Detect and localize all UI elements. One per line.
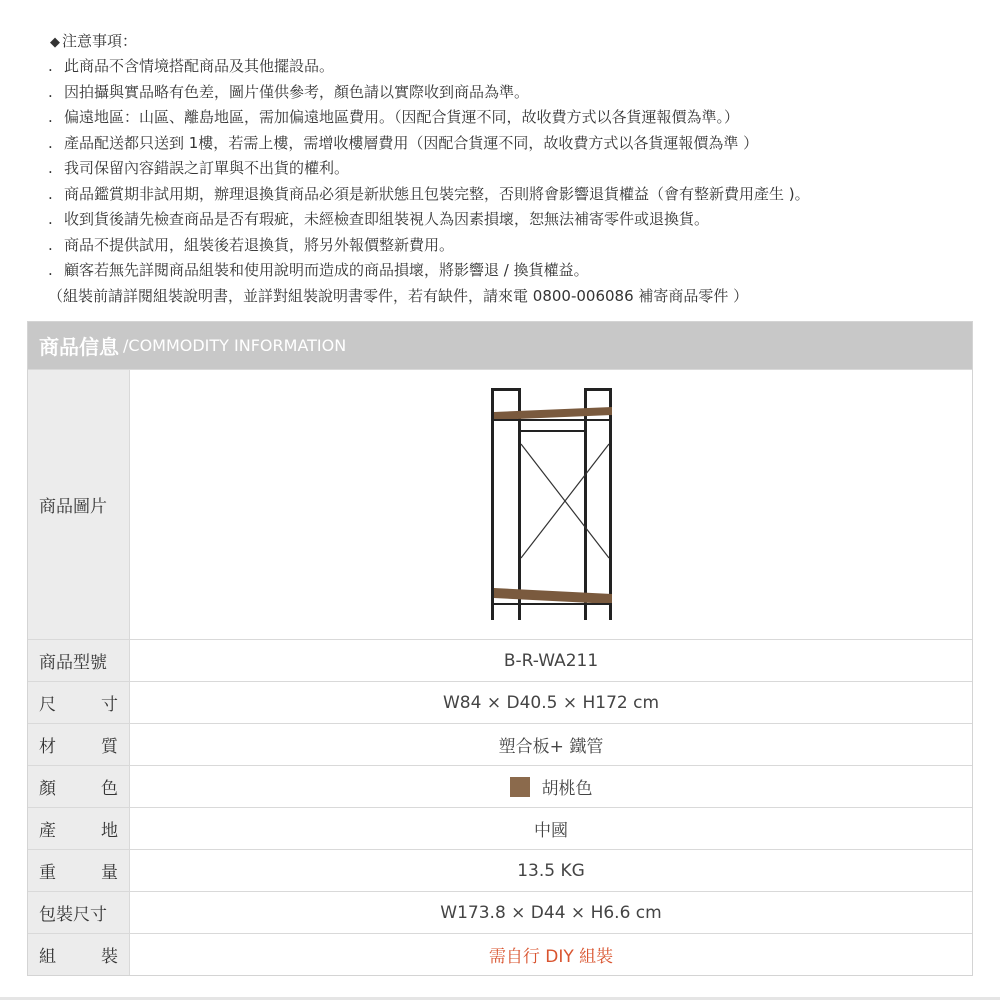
diamond-icon: ◆ [50,35,60,50]
rack-frame [584,388,612,391]
color-swatch [510,777,530,797]
table-row [28,639,972,681]
rack-post [609,388,612,620]
table-row-image [28,369,972,639]
product-image [129,370,972,639]
list-item: . 商品不提供試用，組裝後若退換貨，將另外報價整新費用。 [38,233,978,259]
list-item: . 顧客若無先詳閱商品組裝和使用說明而造成的商品損壞，將影響退 / 換貨權益。 [38,258,978,284]
table-row [28,807,972,849]
row-label: 商品圖片 [28,370,129,639]
notes-section [38,30,978,309]
table-row [28,849,972,891]
row-label: 產 地 [28,808,129,849]
bullet-icon: . [48,159,53,177]
clothes-rack-image [481,382,621,627]
row-value: W173.8 × D44 × H6.6 cm [129,892,972,933]
list-item: . 產品配送都只送到 1樓，若需上樓，需增收樓層費用（因配合貨運不同，故收費方式以各貨運報價為準 ） [38,131,978,157]
bullet-icon: . [48,57,53,75]
rack-post [491,388,494,620]
list-item: . 我司保留內容錯誤之訂單與不出貨的權利。 [38,156,978,182]
bullet-icon: . [48,261,53,279]
row-label: 組 裝 [28,934,129,975]
row-label: 重 量 [28,850,129,891]
bullet-icon: . [48,235,53,254]
row-value: W84 × D40.5 × H172 cm [129,682,972,723]
list-item: . 收到貨後請先檢查商品是否有瑕疵，未經檢查即組裝視人為因素損壞，恕無法補寄零件或退換貨。 [38,207,978,233]
table-row [28,765,972,807]
assembly-footnote: （組裝前請詳閱組裝說明書，並詳對組裝說明書零件，若有缺件，請來電 0800-006086 補寄商品零件 ） [48,286,749,305]
info-title-en: /COMMODITY INFORMATION [123,336,347,355]
row-label: 材 質 [28,724,129,765]
top-shelf [494,407,612,420]
row-value: 胡桃色 [129,766,972,807]
rack-post [518,388,521,620]
notes-list [38,54,978,284]
row-value: 需自行 DIY 組裝 [129,934,972,975]
table-row [28,681,972,723]
row-value: 13.5 KG [129,850,972,891]
row-value: B-R-WA211 [129,640,972,681]
bullet-icon: . [48,133,53,152]
row-label: 商品型號 [28,640,129,681]
bullet-icon: . [48,108,53,126]
bullet-icon: . [48,210,53,228]
notes-title: ◆ 注意事項： [50,32,138,50]
list-item: . 因拍攝與實品略有色差，圖片僅供參考，顏色請以實際收到商品為準。 [38,80,978,106]
commodity-info-table [27,321,973,976]
list-item: . 此商品不含情境搭配商品及其他擺設品。 [38,54,978,80]
row-label: 尺 寸 [28,682,129,723]
info-title-zh: 商品信息 [39,335,119,359]
list-item: . 商品鑑賞期非試用期，辦理退換貨商品必須是新狀態且包裝完整，否則將會影響退貨權益（會有整新費用產生 )。 [38,182,978,208]
table-row [28,723,972,765]
row-label: 包裝尺寸 [28,892,129,933]
bottom-shelf [494,588,612,604]
row-label: 顏 色 [28,766,129,807]
table-row [28,891,972,933]
info-header [28,322,972,369]
rack-frame [491,388,521,391]
rack-frame [494,603,612,605]
table-row [28,933,972,975]
hanging-rail [521,430,584,432]
list-item: . 偏遠地區：山區、離島地區，需加偏遠地區費用。（因配合貨運不同，故收費方式以各貨運報價為準。） [38,105,978,131]
row-value: 塑合板+ 鐵管 [129,724,972,765]
rack-post [584,388,587,620]
bullet-icon: . [48,82,53,101]
bullet-icon: . [48,184,53,203]
rack-frame [494,419,612,421]
row-value: 中國 [129,808,972,849]
